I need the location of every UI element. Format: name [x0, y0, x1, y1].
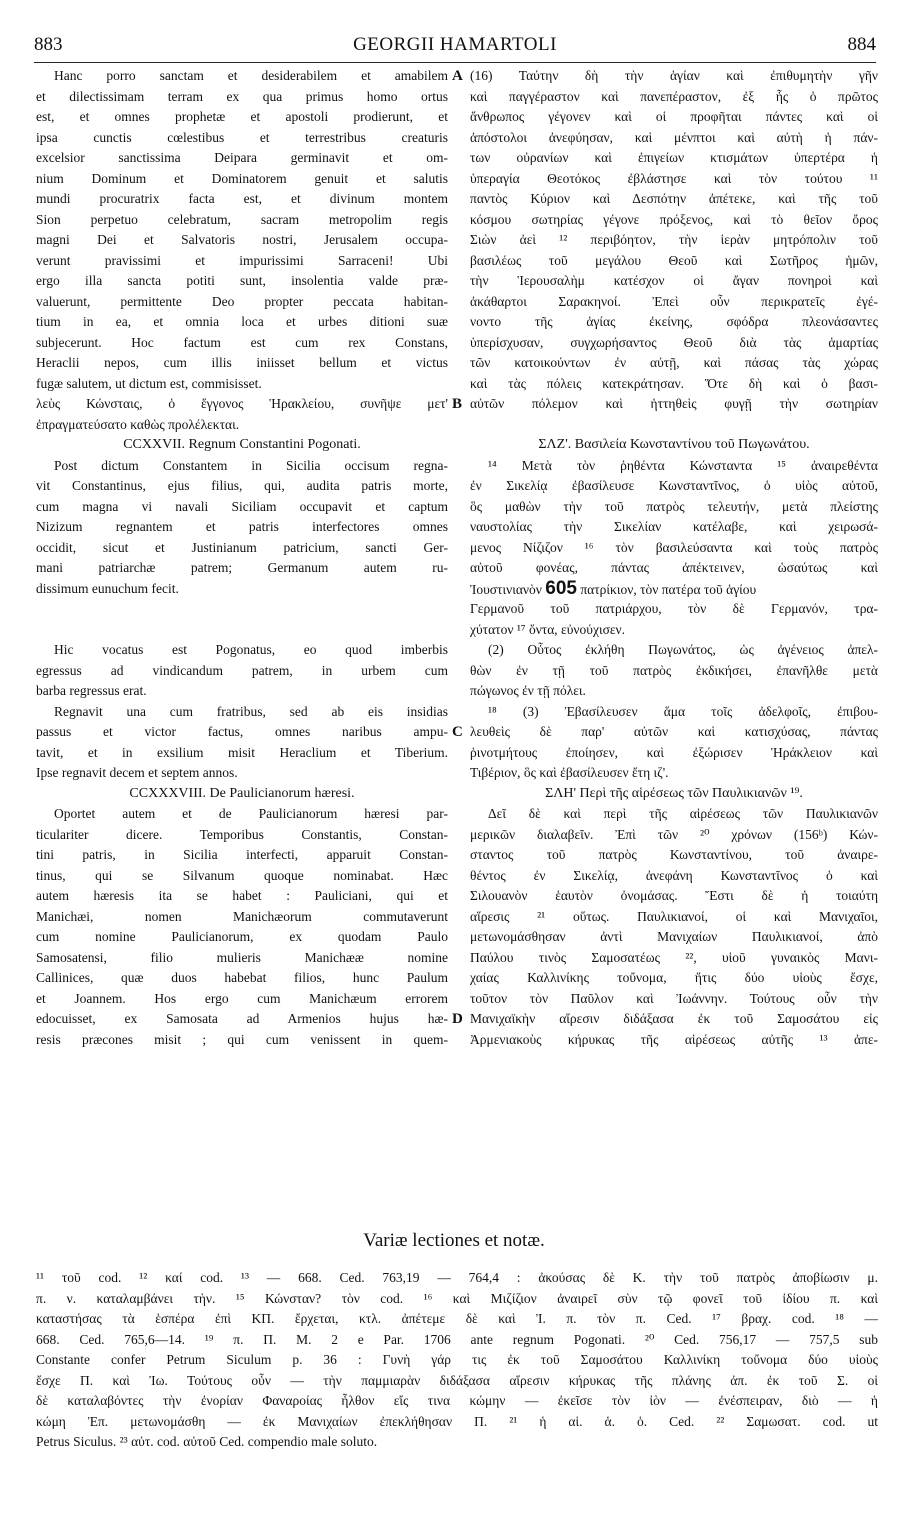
- latin-line: et dilectissimam terram ex qua primus homo ortus: [36, 88, 448, 104]
- latin-line: Heraclii nepos, cum illis iniisset bellum et victus: [36, 355, 448, 370]
- greek-line: σταντος τοῦ πατρὸς Κωνσταντίνου, τοῦ ἀναιρε-: [470, 847, 878, 862]
- latin-line: Post dictum Constantem in Sicilia occisum regna-: [54, 457, 448, 473]
- latin-line: passus et victor factus, omnes naribus ampu-: [36, 724, 448, 739]
- greek-line: ἄνθρωπος γέγονεν καὶ οἱ προφῆται πάντες καὶ οἱ: [470, 109, 878, 124]
- greek-line: ἀπόστολοι ἀνεφύησαν, καὶ μένπτοι καὶ αὐτὴ ἡ πάν-: [470, 129, 878, 145]
- greek-line: πώγωνος ἐν τῇ πόλει.: [470, 683, 586, 698]
- page-mark-number: 605: [545, 578, 577, 599]
- footnote-line: Petrus Siculus. ²³ αὐτ. cod. αὐτοῦ Ced. compendio male soluto.: [36, 1434, 378, 1449]
- latin-line: edocuisset, ex Samosata ad Armenios hujus hæ-: [36, 1011, 448, 1026]
- page-number-left: 883: [34, 34, 63, 55]
- page-header: [34, 34, 876, 64]
- latin-line: autem hæresis ita se habet : Pauliciani, qui et: [36, 888, 448, 903]
- latin-line: est, et omnes prophetæ et apostoli prodierunt, et: [36, 109, 448, 124]
- chapter-heading-greek: ΣΛΖ'. Βασιλεία Κωνσταντίνου τοῦ Πωγωνάτου.: [538, 437, 810, 452]
- greek-line-part: Ἰουστινιανὸν: [470, 581, 542, 597]
- greek-line: θέντος ἐν Σικελίᾳ, ἀνεφάνη Κωνσταντῖνος ὁ καὶ: [470, 867, 878, 883]
- greek-carryover-line: ἐπραγματεύσατο καθὼς προλέλεκται.: [36, 416, 240, 432]
- latin-line: nium Dominum et Dominatorem genuit et salutis: [36, 170, 448, 186]
- greek-line: μερικῶν διαλαβεῖν. Ἐπὶ τῶν ²⁰ χρόνων (156ᵇ) Κών-: [470, 826, 878, 842]
- margin-marker-a: A: [452, 68, 463, 84]
- latin-line: Nizizum regnantem et patris interfectores omnes: [36, 519, 448, 534]
- latin-line: Sion perpetuo celebratum, sacram metropolim regis: [36, 211, 448, 227]
- latin-line: Regnavit una cum fratribus, sed ab eis insidias: [54, 703, 448, 719]
- latin-line: ipsa cunctis cœlestibus et terrestribus creaturis: [36, 129, 448, 145]
- greek-line: ὃς μαθὼν τὴν τοῦ πατρὸς τελευτήν, μετὰ πλείστης: [470, 498, 878, 514]
- notes-heading: Variæ lectiones et notæ.: [363, 1230, 545, 1251]
- greek-line: ἀκάθαρτοι Σαρακηνοί. Ἐπεὶ οὖν περικρατεῖς ἐγέ-: [470, 293, 878, 309]
- latin-line: verunt pravissimi et impurissimi Sarraceni! Ubi: [36, 252, 448, 268]
- latin-line: Samosatensi, filio mulieris Manichææ nomine: [36, 949, 448, 965]
- latin-line: resis præcones misit ; qui cum venissent in quem-: [36, 1031, 448, 1047]
- latin-line: tini patris, in Sicilia interfecti, apparuit Constan-: [36, 847, 448, 862]
- latin-line: tium in ea, et omnia loca et urbes ditioni suæ: [36, 314, 448, 329]
- greek-line: μενος Νίζιζον ¹⁶ τὸν βασιλεύσαντα καὶ τοὺς πατρὸς: [470, 539, 878, 555]
- latin-line: dissimum eunuchum fecit.: [36, 580, 179, 596]
- greek-line: Γερμανοῦ τοῦ πατριάρχου, τὸν δὲ Γερμανόν, τρα-: [470, 601, 878, 616]
- greek-carryover-line: λεὺς Κώνσταις, ὁ ἔγγονος Ἡρακλείου, συνῆψε μετ': [36, 396, 448, 411]
- greek-line: κόσμου σωτηρίας γέγονε πρόξενος, καὶ τὸ θεῖον ὄρος: [470, 211, 878, 227]
- chapter-heading-latin: CCXXXVIII. De Paulicianorum hæresi.: [129, 785, 355, 801]
- footnote-line: καταστήσας τὰ ἑσπέρα ἐπὶ ΚΠ. ἔρχεται, κτλ. ἀπέτεμε δὲ καὶ Ἰ. π. τὸν π. Ced. ¹⁷ βραχ. cod. ¹⁸ —: [36, 1311, 878, 1326]
- greek-line: Μανιχαϊκὴν αἵρεσιν διδάξασα ἐκ τοῦ Σαμοσάτου εἰς: [470, 1011, 878, 1026]
- page-number-right: 884: [847, 34, 876, 55]
- running-title: GEORGII HAMARTOLI: [353, 34, 557, 55]
- footnote-line: κώμη Ἐπ. μετωνομάσθη — ἐκ Μανιχαίων ἐπεκλήθησαν Π. ²¹ ἡ αἱ. ἁ. ὁ. Ced. ²² Σαμωσατ. cod. ut: [36, 1413, 878, 1429]
- latin-line: mani patriarchæ patrem; Germanum autem ru-: [36, 560, 448, 575]
- latin-line: Hanc porro sanctam et desiderabilem et amabilem: [54, 68, 448, 83]
- latin-line: tavit, et in exsilium misit Heraclium et Tiberium.: [36, 744, 448, 760]
- greek-line: ἐν Σικελίᾳ ἐβασίλευσε Κωνσταντῖνος, ὁ υἱὸς αὐτοῦ,: [470, 478, 878, 493]
- greek-line: ναυστολίας τὴν Σικελίαν κατέλαβε, καὶ χειρωσά-: [470, 519, 878, 534]
- greek-line-part: πατρίκιον, τὸν πατέρα τοῦ ἁγίου: [580, 581, 757, 597]
- latin-line: excelsior sanctissima Deipara germinavit et om-: [36, 150, 448, 165]
- latin-line: barba regressus erat.: [36, 683, 147, 698]
- greek-line: (2) Οὗτος ἐκλήθη Πωγωνάτος, ὡς ἀγένειος ἀπελ-: [488, 642, 878, 657]
- footnote-line: δὲ καταλαβόντες τὴν ἐνορίαν Φαναροίας ἦλθον εἴς τινα κώμην — ἐκεῖσε τὸν ἰὸν — ἐνέσπειραν, διὸ — ἡ: [36, 1393, 878, 1408]
- latin-line: cum magna vi navali Siciliam occupavit et captum: [36, 498, 448, 514]
- greek-line: Δεῖ δὲ καὶ περὶ τῆς αἱρέσεως τῶν Παυλικιανῶν: [488, 806, 878, 821]
- latin-line: subjecerunt. Hoc factum est cum rex Constans,: [36, 334, 448, 350]
- greek-line: αὐτοῦ φονέας, πάντας ἀπέκτεινεν, ὡσαύτως καὶ: [470, 560, 878, 575]
- margin-marker-b: B: [452, 396, 463, 412]
- greek-line-with-page-mark: [470, 579, 878, 600]
- greek-line: χαίας Καλλινίκης τοὔνομα, ἥτις δύο υἱοὺς ἔσχε,: [470, 970, 878, 985]
- latin-column: [36, 66, 448, 1050]
- footnote-line: ἔσχε Π. καὶ Ἰω. Τούτους οὖν — τὴν παμμιαρὰν διδάξασα αἵρεσιν κήρυκας τῆς πλάνης ἀπ. ἐκ τοῦ Σ. οἱ: [36, 1372, 878, 1388]
- margin-marker-c: C: [452, 724, 463, 740]
- greek-line: των οὐρανίων καὶ ἐπιγείων κτισμάτων ὑπερτέρα ἡ: [470, 150, 878, 165]
- latin-line: mundi procuratrix facta est, et divinum montem: [36, 191, 448, 206]
- greek-line: ¹⁴ Μετὰ τὸν ῥηθέντα Κώνσταντα ¹⁵ ἀναιρεθέντα: [488, 457, 878, 473]
- latin-line: Hic vocatus est Pogonatus, eo quod imberbis: [54, 642, 448, 657]
- header-rule: [34, 62, 876, 63]
- greek-line: ¹⁸ (3) Ἐβασίλευσεν ἅμα τοῖς ἀδελφοῖς, ἐπιβου-: [488, 703, 878, 719]
- greek-line: (16) Ταύτην δὴ τὴν ἁγίαν καὶ ἐπιθυμητὴν γῆν: [470, 68, 878, 83]
- greek-line: αὐτῶν πόλεμον καὶ ἡττηθεὶς φυγῇ τὴν σωτηρίαν: [470, 396, 878, 411]
- footnote-line: ¹¹ τοῦ cod. ¹² καί cod. ¹³ — 668. Ced. 763,19 — 764,4 : ἀκούσας δὲ Κ. τὴν τοῦ πατρὸς ἀποβίωσιν μ.: [36, 1270, 878, 1285]
- greek-line: καὶ παγγέραστον καὶ πανεπέραστον, ἐξ ἧς ὁ πρῶτος: [470, 88, 878, 104]
- footnotes: [36, 1268, 878, 1453]
- greek-line: τῶν κατοικούντων ἐν αὐτῇ, καὶ πάσας τὰς χώρας: [470, 355, 878, 370]
- latin-line: Ipse regnavit decem et septem annos.: [36, 765, 238, 780]
- greek-line: Παύλου τινὸς Σαμοσατέως ²², υἱοῦ γυναικὸς Μανι-: [470, 949, 878, 965]
- greek-line: χύτατον ¹⁷ ὄντα, εὐνούχισεν.: [470, 621, 625, 637]
- chapter-heading-greek: ΣΛΗ' Περὶ τῆς αἱρέσεως τῶν Παυλικιανῶν ¹⁹.: [545, 785, 803, 801]
- greek-line: λευθεὶς δὲ παρ' αὐτῶν καὶ κατισχύσας, πάντας: [470, 724, 878, 739]
- greek-line: ὑπερίσχυσαν, συγχωρήσαντος Θεοῦ διὰ τὰς ἁμαρτίας: [470, 334, 878, 350]
- greek-line: Σιλουανὸν ἑαυτὸν ὀνομάσας. Ἔστι δὲ ἡ τοιαύτη: [470, 888, 878, 903]
- greek-line: Τιβέριον, ὃς καὶ ἐβασίλευσεν ἔτη ιζ'.: [470, 765, 669, 780]
- latin-line: tinus, qui se Silvanum quoque nominabat. Hæc: [36, 867, 448, 883]
- greek-line: Ἀρμενιακοὺς κήρυκας τῆς αἱρέσεως αὐτῆς ¹³ ἀπε-: [470, 1031, 878, 1047]
- greek-line: μετωνομάσθησαν ἀντὶ Μανιχαίων Παυλικιανοί, ἀπὸ: [470, 929, 878, 944]
- latin-line: magni Dei et Salvatoris nostri, Jerusalem occupa-: [36, 232, 448, 247]
- greek-column: [470, 66, 878, 1050]
- greek-line: τοῦτον τὸν Παῦλον καὶ Ἰωάννην. Τούτους οὖν τὴν: [470, 990, 878, 1006]
- latin-line: Oportet autem et de Paulicianorum hæresi par-: [54, 806, 448, 821]
- greek-line: καὶ τὰς πόλεις κατεκράτησαν. Ὅτε δὴ καὶ ὁ βασι-: [470, 375, 878, 391]
- latin-line: ticulariter dicere. Temporibus Constantis, Constan-: [36, 826, 448, 842]
- chapter-heading-latin: CCXXVII. Regnum Constantini Pogonati.: [123, 437, 361, 452]
- latin-line: occidit, sicut et Justinianum patricium, sancti Ger-: [36, 539, 448, 555]
- margin-marker-d: D: [452, 1011, 463, 1027]
- latin-line: Manichæi, nomen Manichæorum commutaverunt: [36, 908, 448, 924]
- latin-line: et Joannem. Hos ergo cum Manichæum errorem: [36, 990, 448, 1006]
- greek-line: Σιὼν ἀεὶ ¹² περιβόητον, τὴν ἱερὰν μητρόπολιν τοῦ: [470, 232, 878, 247]
- latin-line: valuerunt, permittente Deo propter peccata habitan-: [36, 293, 448, 309]
- footnote-line: 668. Ced. 765,6—14. ¹⁹ π. Π. Μ. 2 e Par. 1706 ante regnum Pogonati. ²⁰ Ced. 756,17 — 757,5 sub: [36, 1331, 878, 1347]
- greek-line: ῥινοτμήτους ἐποίησεν, καὶ ἐξώρισεν Ἡράκλειον καὶ: [470, 744, 878, 760]
- latin-line: cum nomine Paulicianorum, ex quodam Paulo: [36, 929, 448, 944]
- footnote-line: Constante confer Petrum Siculum p. 36 : Γυνὴ γάρ τις ἐκ τοῦ Σαμοσάτου Καλλινίκη τοὔνομα δύο υἱοὺς: [36, 1352, 878, 1367]
- greek-line: αἵρεσις ²¹ οὕτως. Παυλικιανοί, οἱ καὶ Μανιχαῖοι,: [470, 908, 878, 924]
- latin-line: egressus ad vindicandum patrem, in urbem cum: [36, 662, 448, 678]
- latin-line: ergo illa sancta potiti sunt, insolentia valde præ-: [36, 273, 448, 288]
- greek-line: παντὸς Κύριον καὶ Δεσπότην ἀπέτεκε, καὶ τῆς τοῦ: [470, 191, 878, 206]
- greek-line: θὼν ἐν τῇ τοῦ πατρὸς ἐκδικήσει, ἐπανῆλθε μετὰ: [470, 662, 878, 678]
- latin-line: Callinices, quæ duos habebat filios, hunc Paulum: [36, 970, 448, 985]
- latin-line: fugæ salutem, ut dictum est, commisisset.: [36, 375, 262, 391]
- greek-line: τὴν Ἱερουσαλὴμ κατέσχον οἱ ἄγαν πονηροὶ καὶ: [470, 273, 878, 288]
- footnote-line: π. ν. καταλαμβάνει τὴν. ¹⁵ Κώνσταν? τὸν cod. ¹⁶ καὶ Μιζίζιον ἀναιρεῖ σὺν τῷ φονεῖ τοῦ ἰδίου π. καὶ: [36, 1290, 878, 1306]
- greek-line: βασιλέως τοῦ μεγάλου Θεοῦ καὶ Σωτῆρος ἡμῶν,: [470, 252, 878, 268]
- greek-line: ὑπεραγία Θεοτόκος ἐβλάστησε καὶ τὸν τούτου ¹¹: [470, 170, 878, 186]
- latin-line: vit Constantinus, ejus filius, qui, audita patris morte,: [36, 478, 448, 493]
- greek-line: νοντο τῆς ἁγίας ἐκείνης, σφόδρα πλεονάσαντες: [470, 314, 878, 329]
